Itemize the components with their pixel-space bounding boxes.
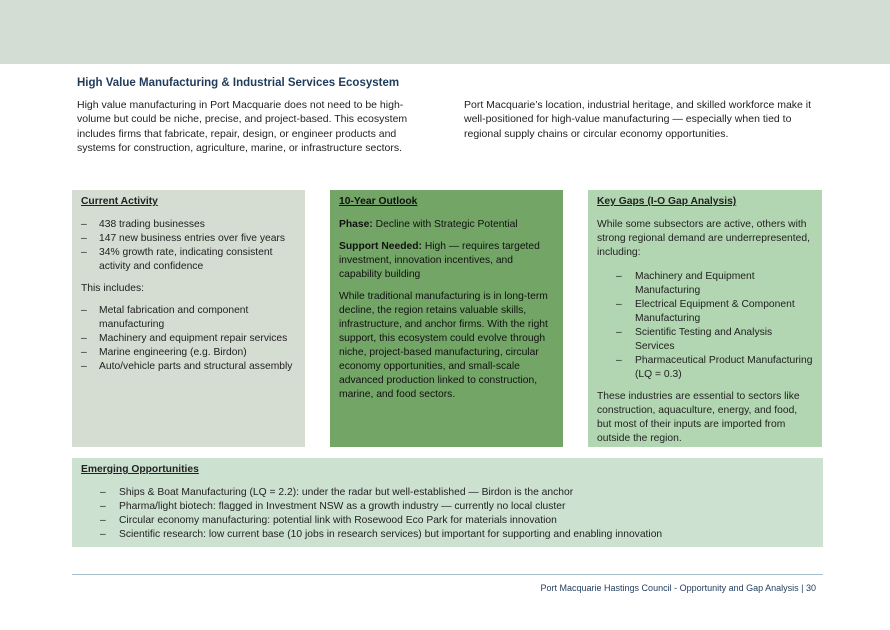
includes-label: This includes: — [81, 283, 144, 294]
outlook-phase — [339, 218, 554, 232]
emerging-opportunities-list — [81, 486, 814, 542]
outlook-box — [330, 190, 563, 447]
phase-value: Decline with Strategic Potential — [375, 219, 518, 230]
intro-left-paragraph: High value manufacturing in Port Macquarie does not need to be high-volume but could be niche, precise, and project-based. This ecosystem includes firms that fabricate, repair, design, or engineer products and systems for construction, agriculture, marine, or infrastructure sectors. — [77, 99, 408, 154]
list-item: – Metal fabrication and component manufacturing — [81, 304, 296, 332]
emerging-opportunities-title: Emerging Opportunities — [81, 464, 199, 475]
outlook-support — [339, 240, 554, 282]
key-gaps-list — [597, 270, 813, 382]
list-item: – Machinery and equipment repair services — [81, 332, 296, 346]
phase-label: Phase: — [339, 219, 373, 230]
footer-divider — [72, 574, 823, 575]
list-item: – Marine engineering (e.g. Birdon) — [81, 346, 296, 360]
emerging-opportunities-box — [72, 458, 823, 547]
list-item: – Pharma/light biotech: flagged in Investment NSW as a growth industry — currently no local cluster — [81, 500, 814, 514]
key-gaps-title: Key Gaps (I-O Gap Analysis) — [597, 196, 737, 207]
current-activity-includes — [81, 304, 296, 374]
list-item: – 438 trading businesses — [81, 218, 296, 232]
list-item: – 34% growth rate, indicating consistent activity and confidence — [81, 246, 296, 274]
support-label: Support Needed: — [339, 241, 422, 252]
list-item: – Circular economy manufacturing: potential link with Rosewood Eco Park for materials innovation — [81, 514, 814, 528]
header-band — [0, 0, 890, 64]
section-heading: High Value Manufacturing & Industrial Services Ecosystem — [77, 77, 400, 89]
intro-right-paragraph: Port Macquarie’s location, industrial heritage, and skilled workforce make it well-positioned for high-value manufacturing — especially when tied to regional supply chains or circular economy opportunities. — [464, 99, 812, 140]
current-activity-box — [72, 190, 305, 447]
outlook-body: While traditional manufacturing is in long-term decline, the region retains valuable skills, infrastructure, and anchor firms. With the right support, this ecosystem could evolve through niche, project-based manufacturing, circular economy opportunities, and small-scale advanced production linked to construction, marine, and food sectors. — [339, 291, 548, 400]
list-item: – Ships & Boat Manufacturing (LQ = 2.2): under the radar but well-established — Birdon is the anchor — [81, 486, 814, 500]
list-item: – Scientific research: low current base (10 jobs in research services) but important for supporting and enabling innovation — [81, 528, 814, 542]
page-footer: Port Macquarie Hastings Council - Opportunity and Gap Analysis | 30 — [540, 583, 816, 593]
key-gaps-outro: These industries are essential to sectors like construction, aquaculture, energy, and food, but most of their inputs are imported from outside the region. — [597, 391, 800, 444]
outlook-title: 10-Year Outlook — [339, 196, 418, 207]
list-item: – Auto/vehicle parts and structural assembly — [81, 360, 296, 374]
list-item: – 147 new business entries over five years — [81, 232, 296, 246]
list-item: – Scientific Testing and Analysis Services — [597, 326, 813, 354]
list-item: – Electrical Equipment & Component Manufacturing — [597, 298, 813, 326]
current-activity-stats — [81, 218, 296, 274]
list-item: – Machinery and Equipment Manufacturing — [597, 270, 813, 298]
support-value: High — requires targeted investment, innovation incentives, and capability building — [339, 241, 540, 280]
list-item: – Pharmaceutical Product Manufacturing (LQ = 0.3) — [597, 354, 813, 382]
current-activity-title: Current Activity — [81, 196, 158, 207]
key-gaps-box — [588, 190, 822, 447]
key-gaps-intro: While some subsectors are active, others with strong regional demand are underrepresented, including: — [597, 219, 810, 258]
